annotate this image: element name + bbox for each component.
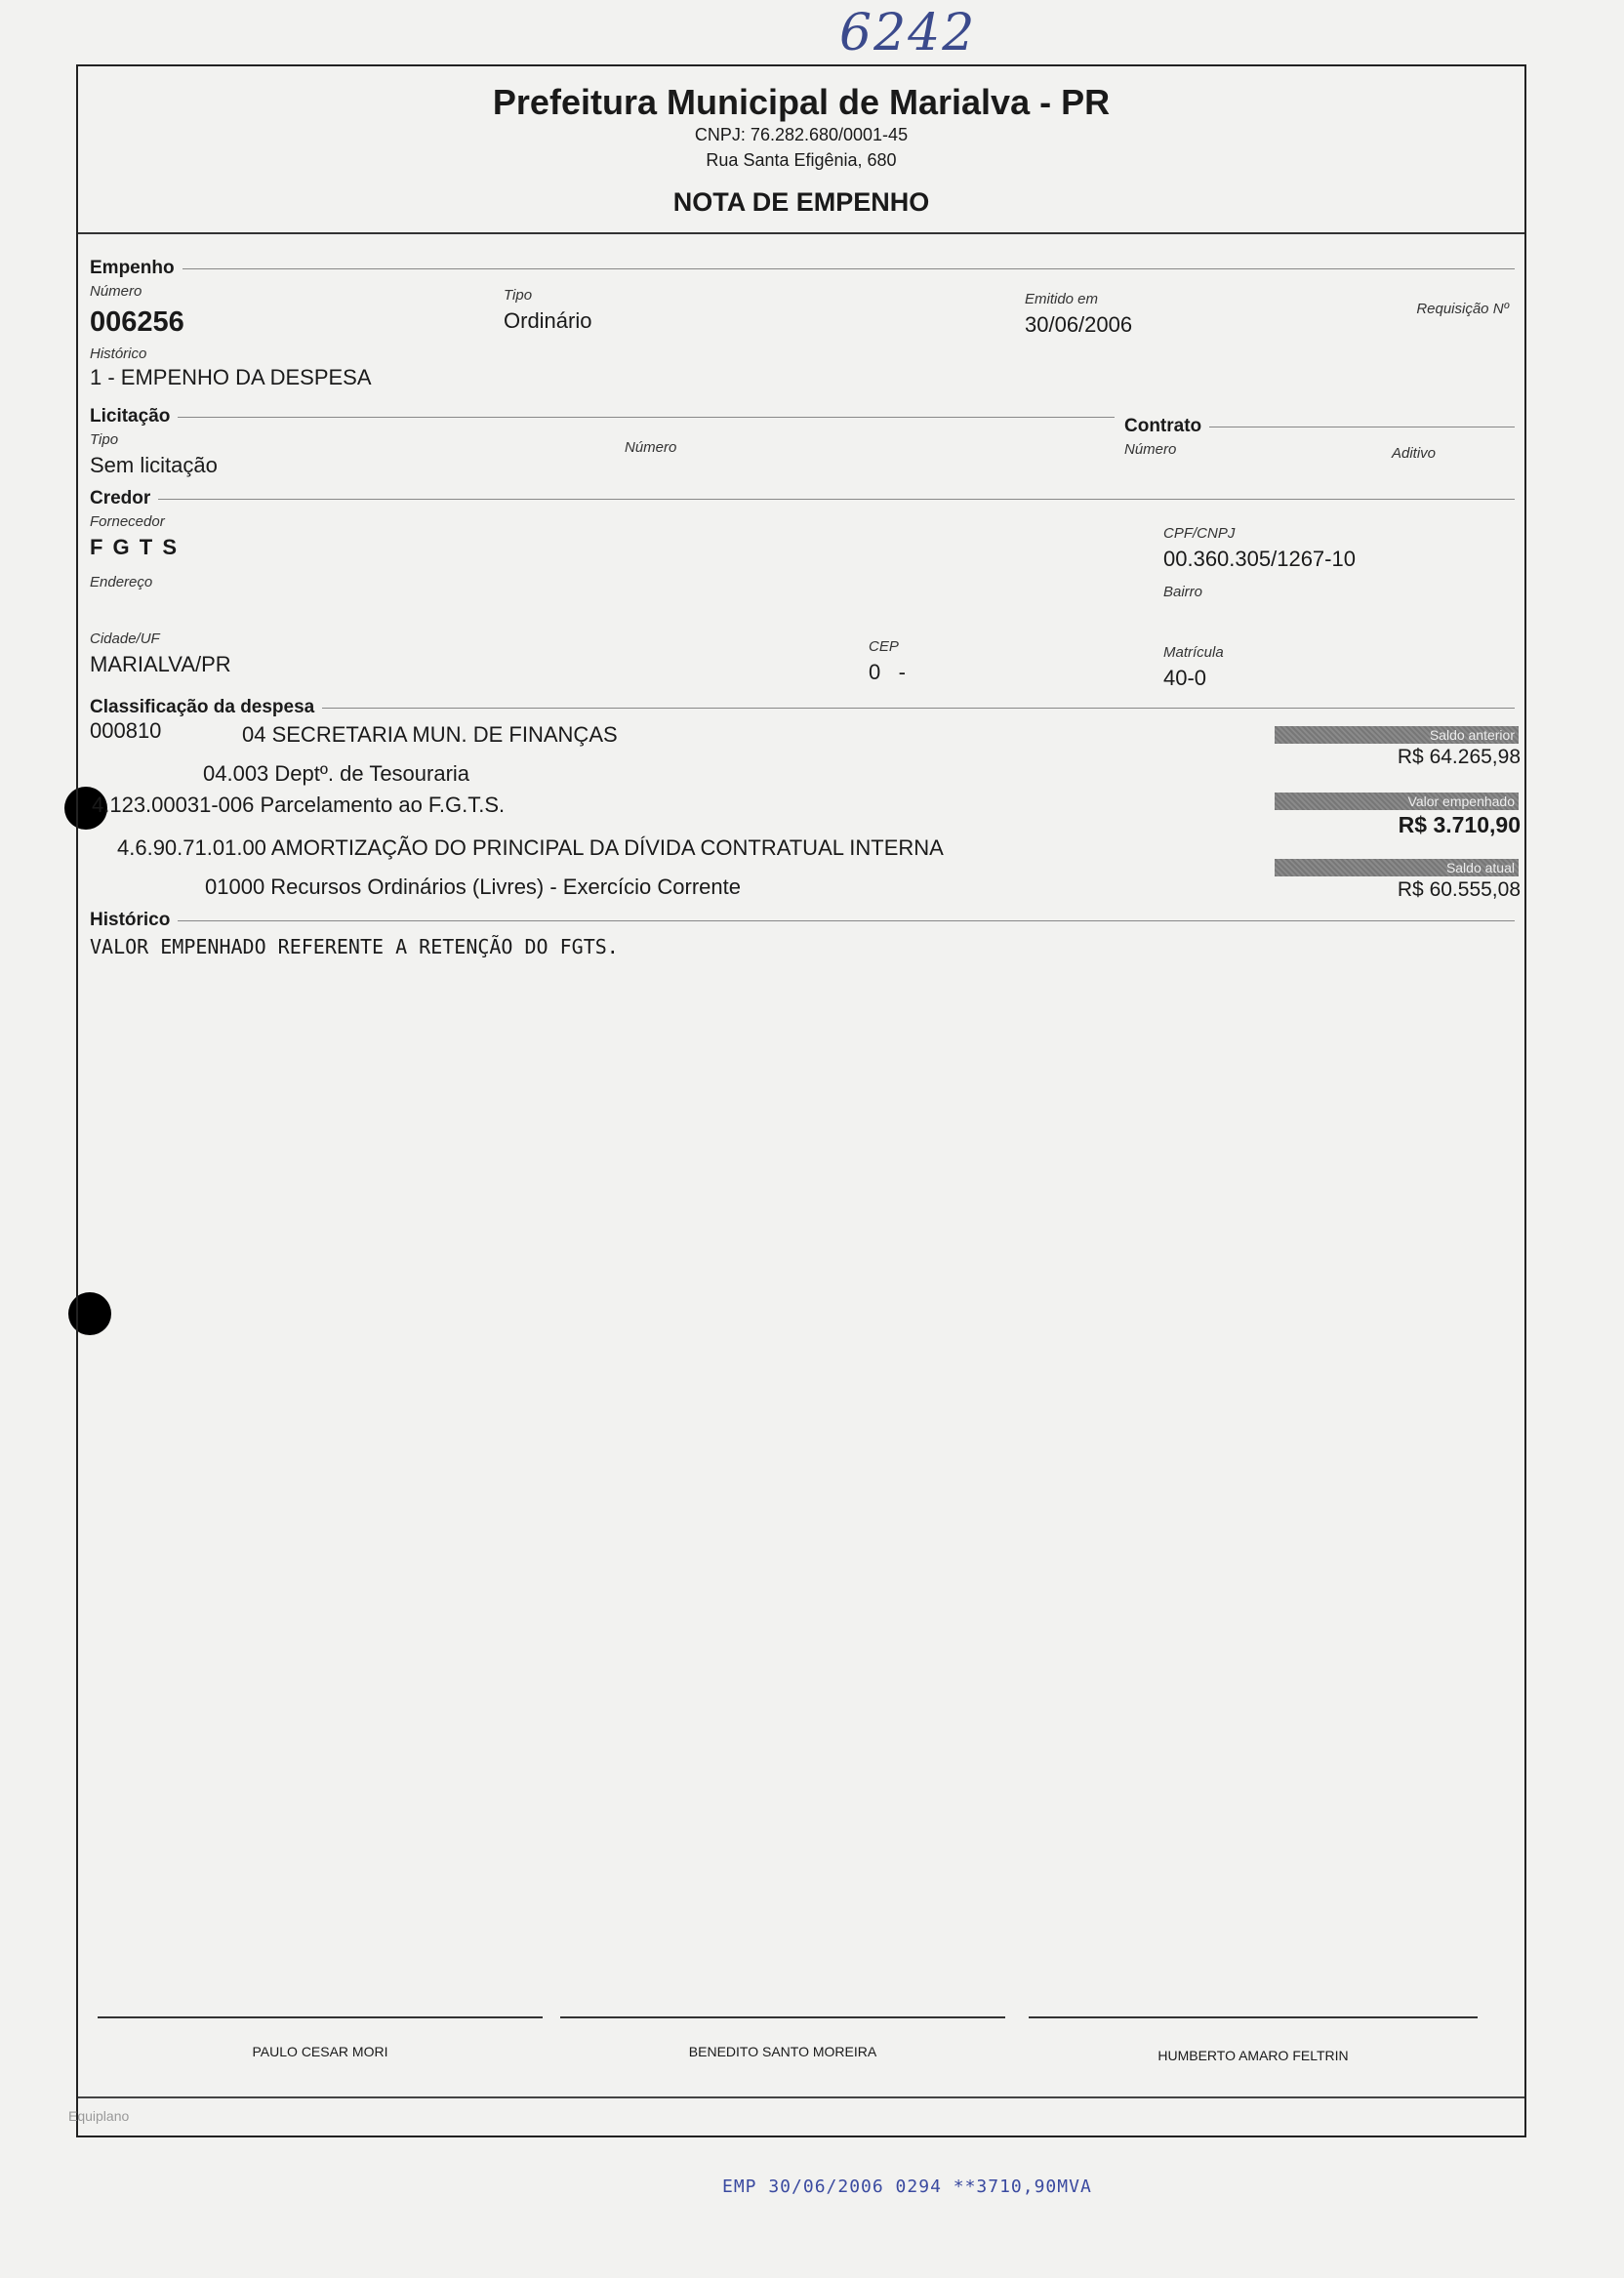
licitacao-tipo: Sem licitação xyxy=(90,453,218,477)
address-line: Rua Santa Efigênia, 680 xyxy=(706,150,897,170)
emitido-label: Emitido em xyxy=(1025,291,1099,307)
saldo-anterior-label: Saldo anterior xyxy=(1275,726,1519,744)
section-licitacao xyxy=(90,406,1115,427)
section-historico-label: Histórico xyxy=(90,910,171,930)
licitacao-tipo-label: Tipo xyxy=(90,431,119,448)
section-historico xyxy=(90,910,1515,931)
footer-divider xyxy=(78,2096,1524,2098)
section-empenho-label: Empenho xyxy=(90,258,175,278)
contrato-aditivo-label: Aditivo xyxy=(1392,445,1437,462)
licitacao-numero-label: Número xyxy=(625,439,677,456)
signature-name-2: BENEDITO SANTO MOREIRA xyxy=(688,2044,877,2059)
classificacao-code: 000810 xyxy=(90,718,162,743)
section-credor-label: Credor xyxy=(90,488,151,508)
matricula-label: Matrícula xyxy=(1163,644,1224,661)
historico-text: VALOR EMPENHADO REFERENTE A RETENÇÃO DO FGTS. xyxy=(90,935,619,958)
handwritten-number: 6242 xyxy=(839,4,977,62)
signature-line-3 xyxy=(1029,2016,1478,2018)
cidade-label: Cidade/UF xyxy=(90,631,160,647)
cep: 0 - xyxy=(869,660,906,684)
requisicao-label: Requisição Nº xyxy=(1416,301,1509,317)
section-contrato xyxy=(1124,416,1515,437)
classificacao-natureza: 4.6.90.71.01.00 AMORTIZAÇÃO DO PRINCIPAL DA DÍVIDA CONTRATUAL INTERNA xyxy=(117,835,944,860)
footer-software: Equiplano xyxy=(68,2108,130,2124)
cep-label: CEP xyxy=(869,638,899,655)
emitido-date: 30/06/2006 xyxy=(1025,312,1133,337)
saldo-anterior: R$ 64.265,98 xyxy=(1397,746,1521,768)
document-frame xyxy=(68,64,1526,2137)
contrato-numero-label: Número xyxy=(1124,441,1177,458)
empenho-numero-label: Número xyxy=(90,283,142,300)
section-classificacao xyxy=(90,697,1515,718)
cash-register-stamp: EMP 30/06/2006 0294 **3710,90MVA xyxy=(722,2176,1092,2197)
section-classificacao-label: Classificação da despesa xyxy=(90,697,315,717)
classificacao-departamento: 04.003 Deptº. de Tesouraria xyxy=(203,761,470,786)
fornecedor: F G T S xyxy=(90,535,179,559)
bairro-label: Bairro xyxy=(1163,584,1203,600)
empenho-tipo-label: Tipo xyxy=(504,287,533,304)
signature-line-2 xyxy=(560,2016,1005,2018)
section-licitacao-label: Licitação xyxy=(90,406,171,427)
fornecedor-label: Fornecedor xyxy=(90,513,165,530)
section-empenho xyxy=(90,258,1515,279)
signature-name-1: PAULO CESAR MORI xyxy=(252,2044,388,2059)
header-divider xyxy=(78,232,1524,234)
cpf-cnpj: 00.360.305/1267-10 xyxy=(1163,547,1356,571)
empenho-tipo: Ordinário xyxy=(504,308,592,333)
cidade: MARIALVA/PR xyxy=(90,652,231,676)
empenho-historico: 1 - EMPENHO DA DESPESA xyxy=(90,365,372,389)
signature-name-3: HUMBERTO AMARO FELTRIN xyxy=(1157,2048,1349,2063)
section-contrato-label: Contrato xyxy=(1124,416,1202,436)
valor-empenhado: R$ 3.710,90 xyxy=(1398,812,1521,837)
cpf-cnpj-label: CPF/CNPJ xyxy=(1163,525,1236,542)
endereco-label: Endereço xyxy=(90,574,153,590)
classificacao-programa: 4.123.00031-006 Parcelamento ao F.G.T.S. xyxy=(92,793,506,817)
saldo-atual-label: Saldo atual xyxy=(1275,859,1519,876)
document-title: NOTA DE EMPENHO xyxy=(672,187,930,217)
matricula: 40-0 xyxy=(1163,666,1207,690)
valor-empenhado-label: Valor empenhado xyxy=(1275,793,1519,810)
classificacao-secretaria: 04 SECRETARIA MUN. DE FINANÇAS xyxy=(242,722,618,747)
empenho-numero: 006256 xyxy=(90,306,184,338)
page-title: Prefeitura Municipal de Marialva - PR xyxy=(492,82,1111,122)
signature-line-1 xyxy=(98,2016,543,2018)
classificacao-recurso: 01000 Recursos Ordinários (Livres) - Exercício Corrente xyxy=(205,875,741,899)
section-credor xyxy=(90,488,1515,509)
saldo-atual: R$ 60.555,08 xyxy=(1397,878,1521,901)
cnpj-line: CNPJ: 76.282.680/0001-45 xyxy=(694,125,909,144)
empenho-historico-label: Histórico xyxy=(90,346,147,362)
